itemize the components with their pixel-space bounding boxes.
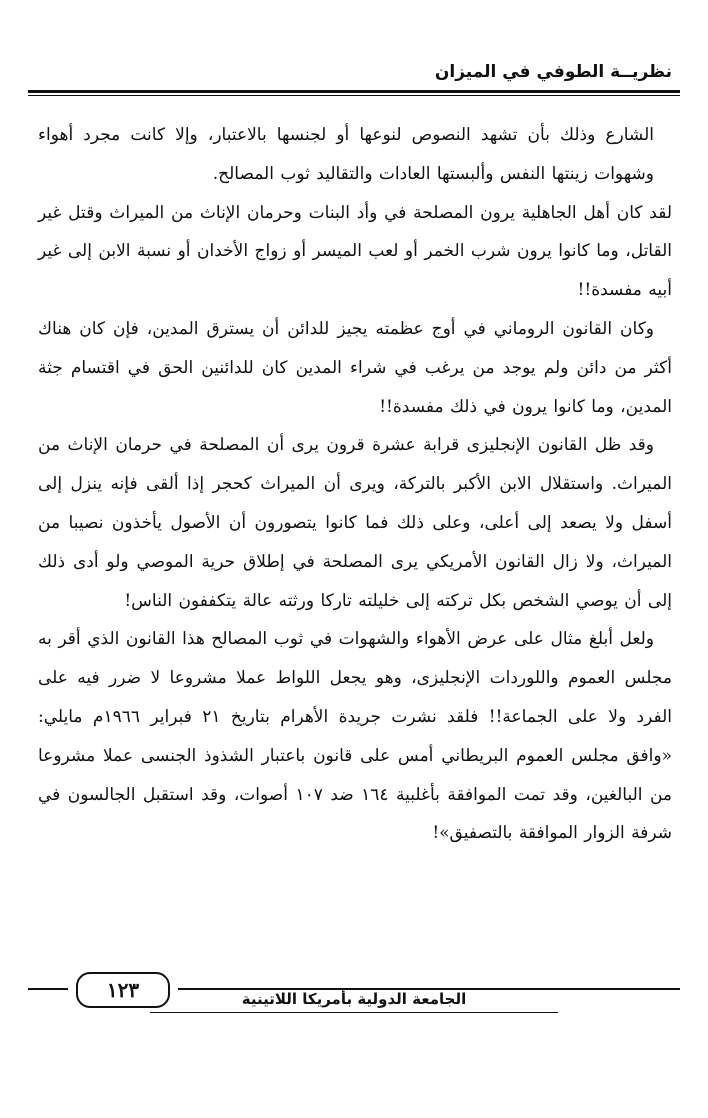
footer-divider-left bbox=[28, 988, 68, 990]
page-number: ١٢٣ bbox=[76, 972, 170, 1008]
paragraph-5: ولعل أبلغ مثال على عرض الأهواء والشهوات في ثوب المصالح هذا القانون الذي أقر به مجلس العموم واللوردات الإنجليزى، وهو يجعل اللواط عملا مشروعا لا ضرر فيه على الفرد ولا على الجماعة!! فلقد نشرت جريدة الأهرام بتاريخ ٢١ فبراير ١٩٦٦م مايلي: «وافق مجلس العموم البريطاني أمس على قانون باعتبار الشذوذ الجنسى عملا مشروعا من البالغين، وقد تمت الموافقة بأغلبية ١٦٤ ضد ١٠٧ أصوات، وقد استقبل الجالسون في شرفة الزوار الموافقة بالتصفيق»! bbox=[38, 629, 673, 844]
paragraph-3: وكان القانون الروماني في أوج عظمته يجيز للدائن أن يسترق المدين، فإن كان هناك أكثر من دائن ولم يوجد من يرغب في شراء المدين كان للدائنين الحق في اقتسام جثة المدين، وما كانوا يرون في ذلك مفسدة!! bbox=[38, 318, 672, 417]
header-divider bbox=[28, 90, 680, 96]
running-header-title: نظريــة الطوفي في الميزان bbox=[434, 62, 672, 82]
page-body bbox=[38, 116, 672, 853]
paragraph-4: وقد ظل القانون الإنجليزى قرابة عشرة قرون يرى أن المصلحة في حرمان الإناث من الميراث. واستقلال الابن الأكبر بالتركة، ويرى أن الميراث كحجر إذا ألقى فإنه ينزل إلى أسفل ولا يصعد إلى أعلى، وعلى ذلك فما كانوا يتصورون أن الأصول يأخذون نصيبا من الميراث، ولا زال القانون الأمريكي يرى المصلحة في إطلاق حرية الموصي ولو أدى ذلك إلى أن يوصي الشخص بكل تركته إلى خليلته تاركا ورثته عالة يتكففون الناس! bbox=[38, 435, 672, 611]
paragraph-1: الشارع وذلك بأن تشهد النصوص لنوعها أو لجنسها بالاعتبار، وإلا كانت مجرد أهواء وشهوات زينتها النفس وألبستها العادات والتقاليد ثوب المصالح. bbox=[38, 125, 654, 184]
paragraph-2: لقد كان أهل الجاهلية يرون المصلحة في وأد البنات وحرمان الإناث من الميراث وقتل غير القاتل، وما كانوا يرون شرب الخمر أو لعب الميسر أو زواج الأخدان أو نسبة الابن إلى غير أبيه مفسدة!! bbox=[38, 202, 672, 301]
institution-name: الجامعة الدولية بأمريكا اللاتينية bbox=[150, 990, 558, 1013]
